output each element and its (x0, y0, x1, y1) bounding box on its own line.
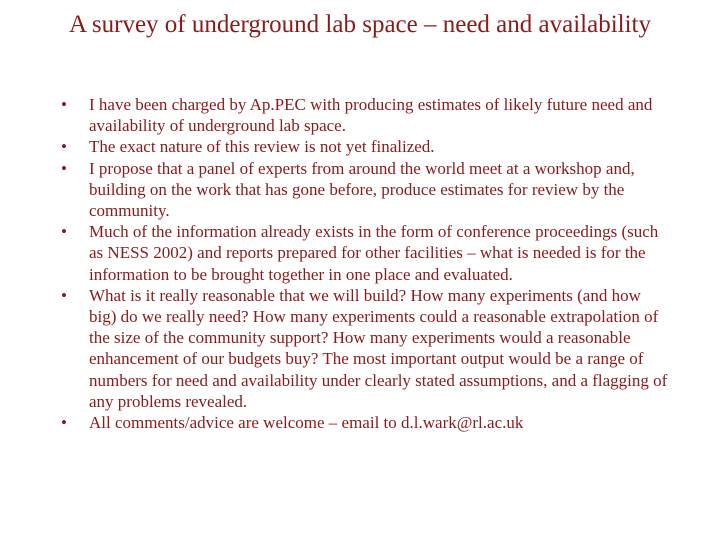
bullet-dot-icon: • (61, 137, 67, 157)
bullet-dot-icon: • (61, 285, 67, 305)
bullet-dot-icon: • (61, 413, 67, 433)
bullet-item (0, 158, 720, 222)
bullet-dot-icon: • (61, 158, 67, 178)
bullet-item (0, 94, 720, 136)
bullet-text: All comments/advice are welcome – email to d.l.wark@rl.ac.uk (89, 413, 524, 433)
bullet-dot-icon: • (61, 95, 67, 114)
bullet-dot-icon: • (61, 222, 67, 242)
bullet-text: I propose that a panel of experts from around the world meet at a workshop and, building on the work that has gone before, produce estimates for review by the community. (89, 158, 635, 221)
bullet-text: I have been charged by Ap.PEC with producing estimates of likely future need and availability of underground lab space. (89, 95, 653, 136)
bullet-text: What is it really reasonable that we will build? How many experiments (and how big) do we really need? How many experiments could a reasonable extrapolation of the size of the community support? How many experiments would a reasonable enhancement of our budgets buy? The most important output would be a range of numbers for need and availability under clearly stated assumptions, and a flagging of any problems revealed. (89, 285, 668, 411)
bullet-text: The exact nature of this review is not yet finalized. (89, 137, 435, 157)
bullet-item (0, 412, 720, 433)
bullet-item (0, 136, 720, 157)
slide-title: A survey of underground lab space – need and availability (68, 11, 651, 38)
bullet-item (0, 285, 720, 412)
bullet-text: Much of the information already exists in the form of conference proceedings (such as NESS 2002) and reports prepared for other facilities – what is needed is for the information to be brought together in one place and evaluated. (89, 222, 659, 284)
bullet-item (0, 221, 720, 285)
bullet-list (0, 94, 720, 433)
